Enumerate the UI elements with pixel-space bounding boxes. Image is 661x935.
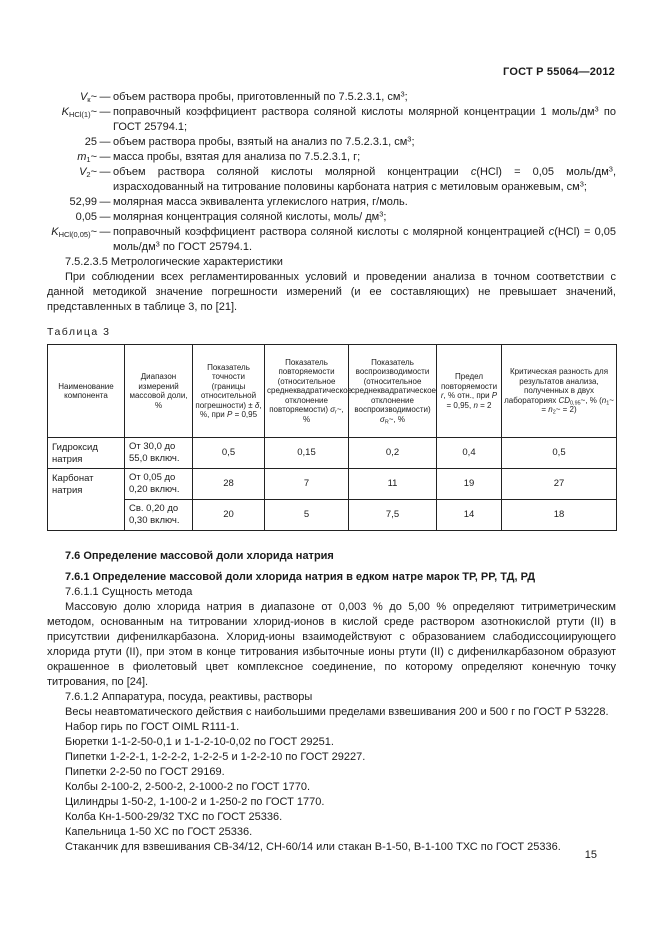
value-cell: 0,4 bbox=[437, 438, 502, 469]
table-row bbox=[48, 469, 617, 500]
apparatus-item: Колбы 2-100-2, 2-500-2, 2-1000-2 по ГОСТ 1770. bbox=[65, 781, 311, 793]
page-number: 15 bbox=[584, 849, 597, 861]
definition-text: поправочный коэффициент раствора соляной кислоты с молярной концентрацией c(HCl) = 0,05 моль/$дм^3$ по ГОСТ 25794.1. bbox=[113, 226, 616, 253]
table-column-header: Диапазон измерений массовой доли, % bbox=[125, 345, 193, 438]
page-content bbox=[47, 90, 616, 855]
table-column-header: Наименование компонента bbox=[48, 345, 125, 438]
range-cell: От 30,0 до 55,0 включ. bbox=[125, 438, 193, 469]
table-3-body bbox=[48, 438, 617, 531]
table-row bbox=[48, 438, 617, 469]
definition-text: молярная концентрация соляной кислоты, моль/ $дм^3$; bbox=[113, 209, 387, 223]
document-code: ГОСТ Р 55064—2012 bbox=[503, 66, 615, 78]
section-heading-7-6-1: 7.6.1 Определение массовой доли хлорида натрия в едком натре марок ТР, РР, ТД, РД bbox=[65, 571, 536, 583]
method-description: Массовую долю хлорида натрия в диапазоне от 0,003 % до 5,00 % определяют титриметрическим методом, основанным на титровании хлорид-ионов в кислой среде раствором азотнокислой ртути (II) в присутствии дифенилкарбазона. Хлорид-ионы взаимодействуют с образованием слабодиссоциирующего хлорида ртути (II), при этом в конце титрования избыточные ионы ртути (II) с дифенилкарбазоном образуют окрашенное в фиолетовый цвет комплексное соединение, по которому определяют конечную точку титрования, по [24]. bbox=[47, 601, 616, 688]
value-cell: 14 bbox=[437, 500, 502, 531]
definition-symbol: $V_к\sim$ bbox=[79, 91, 97, 104]
definition-dash: — bbox=[99, 196, 111, 208]
value-cell: 0,2 bbox=[349, 438, 437, 469]
range-cell: От 0,05 до 0,20 включ. bbox=[125, 469, 193, 500]
definition-symbol: 0,05 bbox=[75, 211, 97, 223]
component-cell: Карбонат натрия bbox=[48, 469, 125, 531]
definition-row bbox=[47, 135, 616, 150]
metrology-paragraph: При соблюдении всех регламентированных условий и проведении анализа в точном соответствии с данной методикой значение погрешности измерений (и ее составляющих) не превышает значений, представленных в таблице 3, по [21]. bbox=[47, 271, 616, 313]
definition-row bbox=[47, 195, 616, 210]
apparatus-item: Колба Кн-1-500-29/32 ТХС по ГОСТ 25336. bbox=[65, 811, 283, 823]
value-cell: 19 bbox=[437, 469, 502, 500]
definition-list bbox=[47, 90, 616, 255]
table-column-header: Показатель точности (границы относительной погрешности) ± δ, %, при P = 0,95 bbox=[193, 345, 265, 438]
apparatus-item: Стаканчик для взвешивания СВ-34/12, СН-60/14 или стакан В-1-50, В-1-100 ТХС по ГОСТ 25336. bbox=[65, 841, 561, 853]
table-column-header: Показатель повторяемости (относительное среднеквадратическое отклонение повторяемости) $\sigma_r\sim$, % bbox=[265, 345, 349, 438]
clause-heading-7-6-1-2: 7.6.1.2 Аппаратура, посуда, реактивы, растворы bbox=[65, 691, 313, 703]
definition-text: масса пробы, взятая для анализа по 7.5.2.3.1, г; bbox=[113, 151, 361, 163]
value-cell: 27 bbox=[502, 469, 617, 500]
clause-heading-7-5-2-3-5: 7.5.2.3.5 Метрологические характеристики bbox=[65, 256, 283, 268]
definition-row bbox=[47, 210, 616, 225]
metrology-table bbox=[47, 344, 617, 531]
definition-row bbox=[47, 165, 616, 195]
apparatus-item: Набор гирь по ГОСТ OIML R111-1. bbox=[65, 721, 240, 733]
definition-row bbox=[47, 150, 616, 165]
value-cell: 28 bbox=[193, 469, 265, 500]
apparatus-item: Бюретки 1-1-2-50-0,1 и 1-1-2-10-0,02 по ГОСТ 29251. bbox=[65, 736, 334, 748]
table-3-header-row bbox=[48, 345, 617, 438]
definition-dash: — bbox=[99, 106, 111, 118]
value-cell: 0,15 bbox=[265, 438, 349, 469]
definition-text: объем раствора соляной кислоты молярной концентрации c(HCl) = 0,05 моль/$дм^3$, израсходованный на титрование половины карбоната натрия с метиловым оранжевым, $см^3$; bbox=[113, 164, 616, 193]
clause-heading-7-6-1-1: 7.6.1.1 Сущность метода bbox=[65, 586, 193, 598]
definition-symbol: $m_1\sim$ bbox=[77, 151, 97, 164]
table-column-header: Критическая разность для результатов анализа, полученных в двух лабораториях $CD_{0,95}\sim$, % ($n_1\sim$ = $n_2\sim = 2$) bbox=[502, 345, 617, 438]
apparatus-list bbox=[47, 705, 616, 855]
component-cell: Гидроксид натрия bbox=[48, 438, 125, 469]
apparatus-item: Пипетки 2-2-50 по ГОСТ 29169. bbox=[65, 766, 225, 778]
definition-dash: — bbox=[99, 136, 111, 148]
value-cell: 7,5 bbox=[349, 500, 437, 531]
definition-dash: — bbox=[99, 166, 111, 178]
apparatus-item: Весы неавтоматического действия с наибольшими пределами взвешивания 200 и 500 г по ГОСТ Р 53228. bbox=[65, 706, 609, 718]
definition-dash: — bbox=[99, 211, 111, 223]
definition-text: объем раствора пробы, приготовленный по 7.5.2.3.1, $см^3$; bbox=[113, 89, 408, 103]
value-cell: 7 bbox=[265, 469, 349, 500]
definition-symbol: $K_{HCl(0,05)}\sim$ bbox=[51, 226, 97, 239]
definition-dash: — bbox=[99, 226, 111, 238]
table-row bbox=[48, 500, 617, 531]
value-cell: 0,5 bbox=[193, 438, 265, 469]
definition-dash: — bbox=[99, 91, 111, 103]
table-column-header: Показатель воспроизводимости (относительное среднеквадратическое отклонение воспроизводимости) $\sigma_R\sim$, % bbox=[349, 345, 437, 438]
apparatus-item: Цилиндры 1-50-2, 1-100-2 и 1-250-2 по ГОСТ 1770. bbox=[65, 796, 325, 808]
table-column-header: Предел повторяемости r, % отн., при P = 0,95, n = 2 bbox=[437, 345, 502, 438]
definition-text: объем раствора пробы, взятый на анализ по 7.5.2.3.1, $см^3$; bbox=[113, 134, 415, 148]
definition-symbol: 25 bbox=[84, 136, 97, 148]
range-cell: Св. 0,20 до 0,30 включ. bbox=[125, 500, 193, 531]
definition-text: молярная масса эквивалента углекислого натрия, г/моль. bbox=[113, 196, 408, 208]
definition-symbol: $K_{HCl(1)}\sim$ bbox=[61, 106, 97, 119]
apparatus-item: Пипетки 1-2-2-1, 1-2-2-2, 1-2-2-5 и 1-2-2-10 по ГОСТ 29227. bbox=[65, 751, 366, 763]
value-cell: 11 bbox=[349, 469, 437, 500]
table-caption: Таблица 3 bbox=[47, 326, 111, 338]
value-cell: 18 bbox=[502, 500, 617, 531]
definition-dash: — bbox=[99, 151, 111, 163]
definition-row bbox=[47, 105, 616, 135]
definition-row bbox=[47, 225, 616, 255]
value-cell: 20 bbox=[193, 500, 265, 531]
value-cell: 5 bbox=[265, 500, 349, 531]
apparatus-item: Капельница 1-50 ХС по ГОСТ 25336. bbox=[65, 826, 253, 838]
definition-symbol: 52,99 bbox=[69, 196, 97, 208]
definition-symbol: $V_2\sim$ bbox=[79, 166, 97, 179]
section-heading-7-6: 7.6 Определение массовой доли хлорида натрия bbox=[65, 550, 334, 562]
definition-row bbox=[47, 90, 616, 105]
definition-text: поправочный коэффициент раствора соляной кислоты молярной концентрации 1 моль/$дм^3$ по ГОСТ 25794.1; bbox=[113, 104, 616, 133]
value-cell: 0,5 bbox=[502, 438, 617, 469]
